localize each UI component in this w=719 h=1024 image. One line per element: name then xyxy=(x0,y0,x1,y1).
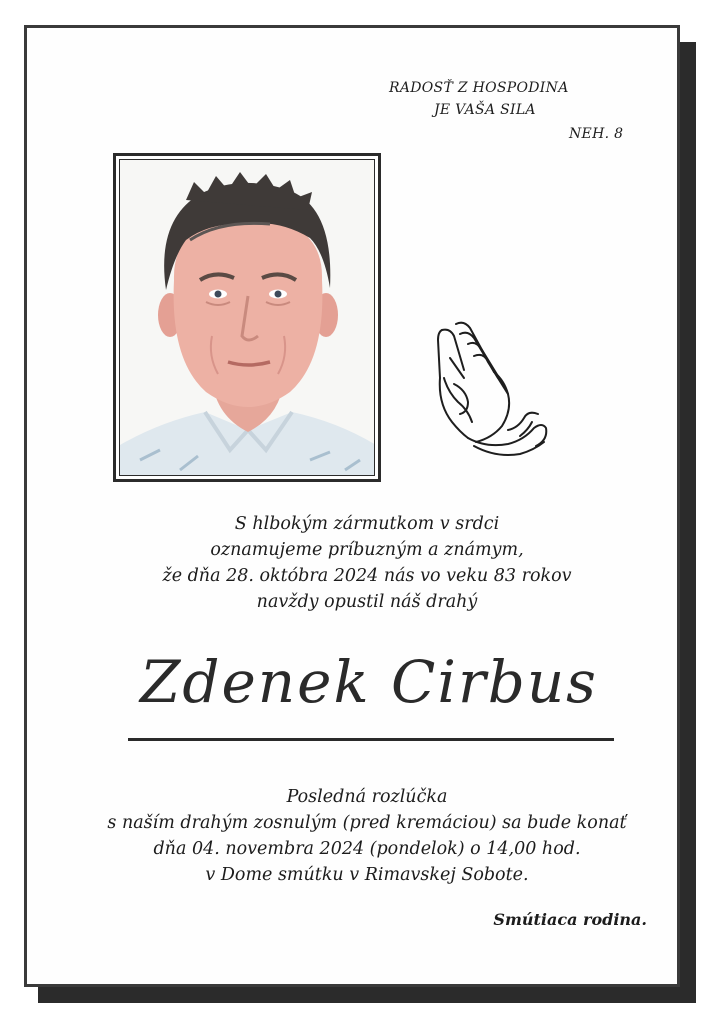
praying-hands-icon xyxy=(424,318,549,458)
announcement-line-2: oznamujeme príbuzným a známym, xyxy=(210,540,524,560)
portrait-photo xyxy=(119,159,375,476)
deceased-name: Zdenek Cirbus xyxy=(140,648,598,716)
funeral-line-3: dňa 04. novembra 2024 (pondelok) o 14,00 hod. xyxy=(153,839,581,859)
announcement-line-1: S hlbokým zármutkom v srdci xyxy=(234,514,500,534)
announcement-line-3: že dňa 28. októbra 2024 nás vo veku 83 rokov xyxy=(162,566,572,586)
portrait-photo-frame xyxy=(113,153,381,482)
funeral-line-1: Posledná rozlúčka xyxy=(286,787,448,807)
motto-line-1: RADOSŤ Z HOSPODINA xyxy=(389,80,569,96)
motto-reference: NEH. 8 xyxy=(569,126,624,142)
motto-line-2: JE VAŠA SILA xyxy=(434,102,536,118)
funeral-line-2: s naším drahým zosnulým (pred kremáciou) sa bude konať xyxy=(107,813,627,833)
announcement-text xyxy=(127,511,607,615)
funeral-line-4: v Dome smútku v Rimavskej Sobote. xyxy=(205,865,529,885)
announcement-line-4: navždy opustil náš drahý xyxy=(256,592,478,612)
family-signature: Smútiaca rodina. xyxy=(493,910,647,929)
funeral-details xyxy=(97,784,637,888)
obituary-card xyxy=(24,25,680,987)
name-underline xyxy=(128,738,614,741)
